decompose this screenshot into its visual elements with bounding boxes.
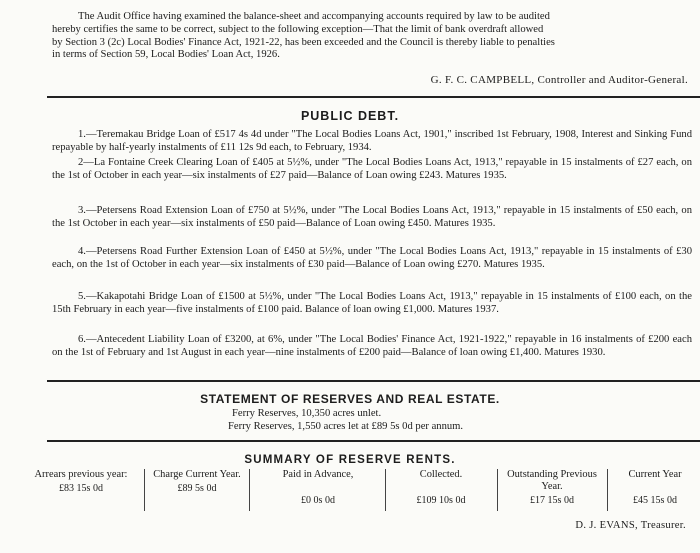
rents-col-charge xyxy=(150,469,244,511)
rents-col-outstanding-value: £17 15s 0d xyxy=(530,495,574,506)
rents-col-current-value: £45 15s 0d xyxy=(633,495,677,506)
rents-col-advance xyxy=(253,469,383,511)
debt-item-4 xyxy=(52,246,692,271)
treasurer-signature: D. J. EVANS, Treasurer. xyxy=(575,520,686,531)
rents-col-separator xyxy=(144,469,145,511)
audit-line-3: by Section 3 (2c) Local Bodies' Finance Act, 1921-22, has been exceeded and the Council is thereby liable to penalties xyxy=(52,36,555,48)
rents-col-current xyxy=(612,469,698,511)
reserves-line-2: Ferry Reserves, 1,550 acres let at £89 5s 0d per annum. xyxy=(228,421,464,432)
reserves-line-1: Ferry Reserves, 10,350 acres unlet. xyxy=(232,408,382,419)
debt-item-3-text: 3.—Petersens Road Extension Loan of £750 at 5½%, under "The Local Bodies Loans Act, 1913," repayable in 15 instalments of £50 each, on the 1st October in each year—six instalments of £50 paid—Balance of Loan owing £450. Matures 1935. xyxy=(52,205,692,229)
rents-col-collected-value: £109 10s 0d xyxy=(416,495,466,506)
rents-col-advance-label: Paid in Advance, xyxy=(282,469,354,480)
rents-col-separator xyxy=(385,469,386,511)
rents-heading: SUMMARY OF RESERVE RENTS. xyxy=(244,454,456,466)
rents-col-arrears xyxy=(22,469,140,511)
debt-item-1 xyxy=(52,129,692,154)
debt-item-5-text: 5.—Kakapotahi Bridge Loan of £1500 at 5½%, under "The Local Bodies Loans Act, 1913," repayable in 15 instalments of £100 each, on the 15th February in each year—five instalments of £100 paid. Balance of loan owing £1,000. Matures 1937. xyxy=(52,291,692,315)
rents-col-separator xyxy=(607,469,608,511)
rents-col-separator xyxy=(249,469,250,511)
rents-col-arrears-label: Arrears previous year: xyxy=(34,469,128,480)
rents-col-collected-label: Collected. xyxy=(419,469,463,480)
rents-col-arrears-value: £83 15s 0d xyxy=(59,483,103,494)
debt-item-4-text: 4.—Petersens Road Further Extension Loan of £450 at 5½%, under "The Local Bodies Loans Act, 1913," repayable in 15 instalments of £30 each, on the 1st of October in each year—six instalments of £30 paid—Balance of Loan owing £270. Matures 1935. xyxy=(52,246,692,270)
rents-col-collected xyxy=(389,469,493,511)
reserves-heading: STATEMENT OF RESERVES AND REAL ESTATE. xyxy=(200,392,500,406)
rents-col-separator xyxy=(497,469,498,511)
auditor-signature: G. F. C. CAMPBELL, Controller and Auditor-General. xyxy=(430,74,688,86)
divider-lower xyxy=(47,440,700,442)
debt-item-6-text: 6.—Antecedent Liability Loan of £3200, at 6%, under "The Local Bodies' Finance Act, 1921-1922," repayable in 16 instalments of £200 each on the 1st of February and 1st August in each year—nine instalments of £200 paid—Balance of loan owing £1,400. Matures 1930. xyxy=(52,334,692,358)
audit-line-1: The Audit Office having examined the balance-sheet and accompanying accounts required by law to be audited xyxy=(78,11,550,22)
debt-item-2 xyxy=(52,157,692,182)
rents-col-charge-label: Charge Current Year. xyxy=(153,469,241,480)
rents-col-outstanding xyxy=(501,469,603,511)
rents-col-charge-value: £89 5s 0d xyxy=(177,483,217,494)
audit-line-2: hereby certifies the same to be correct, subject to the following exception—That the limit of bank overdraft allowed xyxy=(52,23,544,35)
debt-item-3 xyxy=(52,205,692,230)
debt-item-5 xyxy=(52,291,692,316)
public-debt-heading: PUBLIC DEBT. xyxy=(300,109,400,123)
rents-col-outstanding-label: Outstanding Previous Year. xyxy=(507,469,597,492)
rents-col-advance-value: £0 0s 0d xyxy=(301,495,335,506)
debt-item-6 xyxy=(52,334,692,359)
divider-middle xyxy=(47,380,700,382)
audit-certificate xyxy=(52,11,692,62)
debt-item-1-text: 1.—Teremakau Bridge Loan of £517 4s 4d under "The Local Bodies Loans Act, 1901," inscribed 1st February, 1908, Interest and Sinking Fund repayable by half-yearly instalments of £11 12s 9d each, to February, 1934. xyxy=(52,129,692,153)
rents-col-current-label: Current Year xyxy=(628,469,682,480)
audit-line-4: in terms of Section 59, Local Bodies' Loan Act, 1926. xyxy=(52,49,280,61)
divider-top xyxy=(47,96,700,98)
debt-item-2-text: 2—La Fontaine Creek Clearing Loan of £405 at 5½%, under "The Local Bodies Loans Act, 1913," repayable in 15 instalments of £27 each, on the 1st of October in each year—six instalments of £27 paid—Balance of Loan owing £243. Matures 1935. xyxy=(52,157,692,181)
